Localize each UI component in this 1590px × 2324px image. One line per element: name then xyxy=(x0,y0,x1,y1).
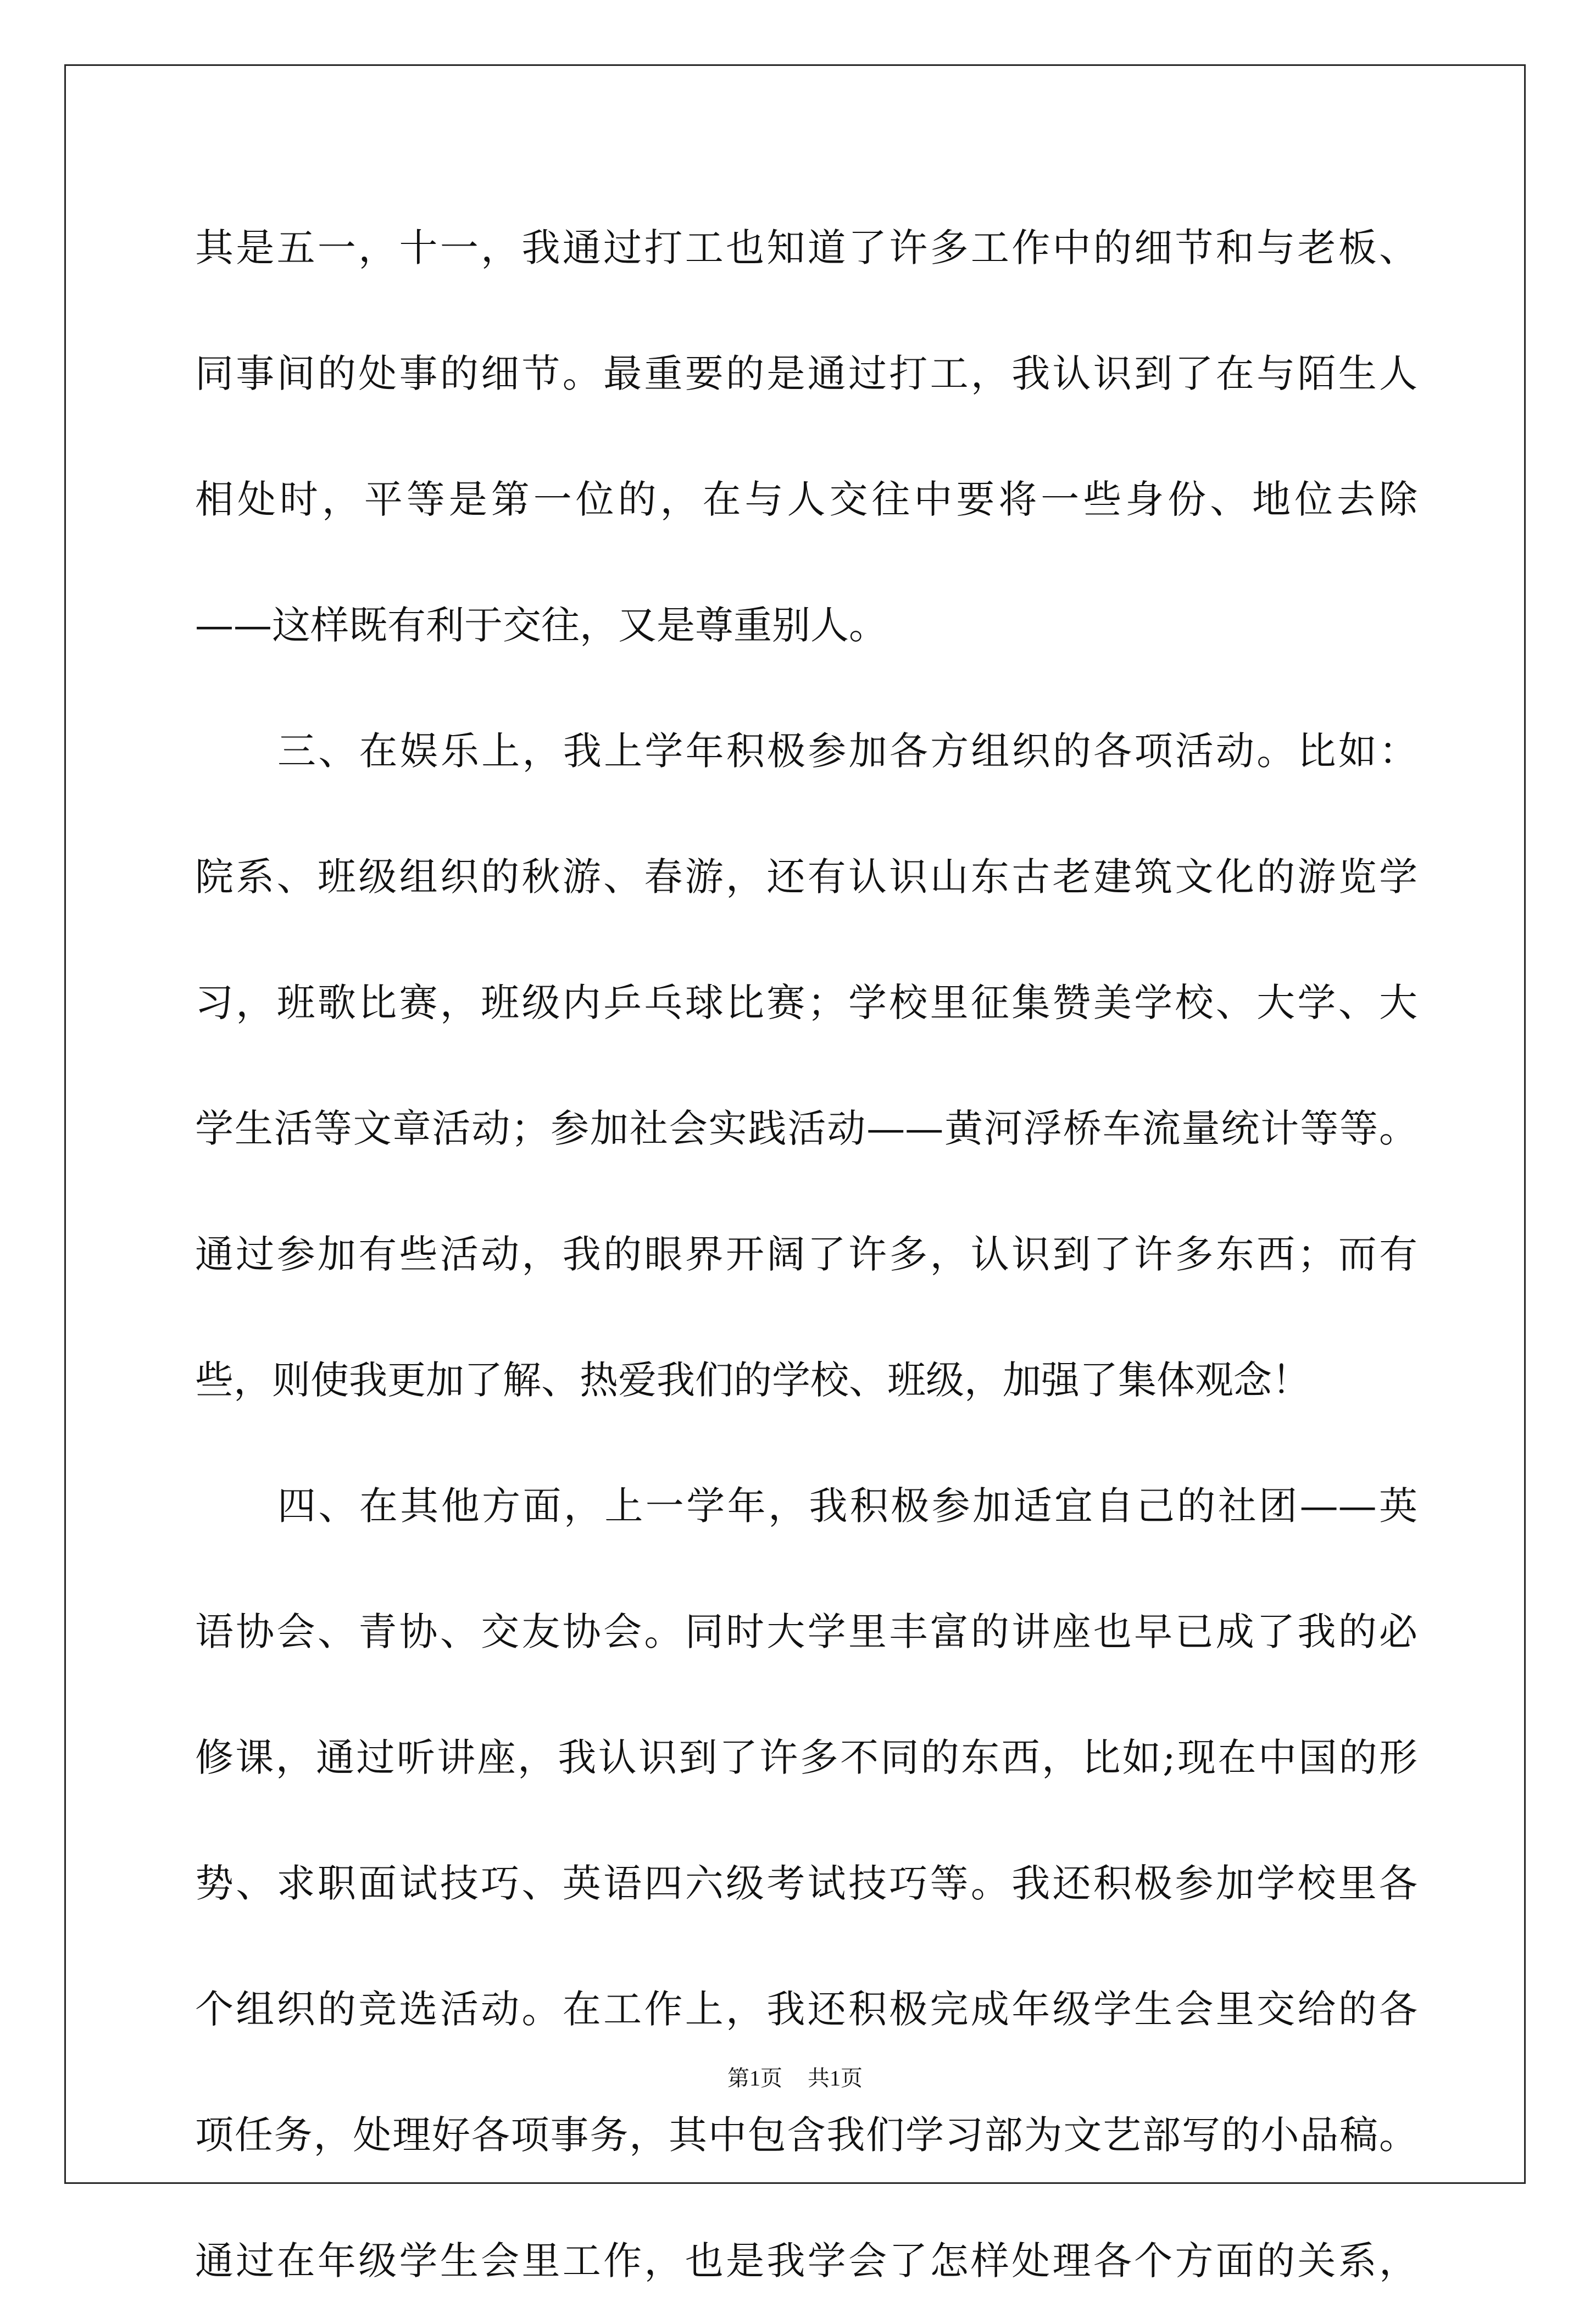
document-body xyxy=(195,185,1417,2324)
text-line: 院系、班级组织的秋游、春游，还有认识山东古老建筑文化的游览学 xyxy=(195,854,1417,899)
text-line: 学生活等文章活动；参加社会实践活动——黄河浮桥车流量统计等等。 xyxy=(195,1106,1417,1151)
text-line: 势、求职面试技巧、英语四六级考试技巧等。我还积极参加学校里各 xyxy=(195,1861,1417,1906)
text-line: 通过在年级学生会里工作，也是我学会了怎样处理各个方面的关系， xyxy=(195,2238,1417,2283)
page-total: 共1页 xyxy=(808,2066,863,2091)
text-line: 修课，通过听讲座，我认识到了许多不同的东西，比如;现在中国的形 xyxy=(195,1735,1417,1780)
text-line: 其是五一，十一，我通过打工也知道了许多工作中的细节和与老板、 xyxy=(195,225,1417,270)
page-number: 第1页 xyxy=(727,2066,782,2091)
text-line: 同事间的处事的细节。最重要的是通过打工，我认识到了在与陌生人 xyxy=(195,351,1417,396)
text-line: 些，则使我更加了解、热爱我们的学校、班级，加强了集体观念！ xyxy=(195,1358,1310,1403)
text-line: 个组织的竞选活动。在工作上，我还积极完成年级学生会里交给的各 xyxy=(195,1987,1417,2032)
text-line: 通过参加有些活动，我的眼界开阔了许多，认识到了许多东西；而有 xyxy=(195,1232,1417,1277)
text-line: 语协会、青协、交友协会。同时大学里丰富的讲座也早已成了我的必 xyxy=(195,1609,1417,1654)
paragraph-first-line: 三、在娱乐上，我上学年积极参加各方组织的各项活动。比如： xyxy=(277,729,1417,774)
text-line: ——这样既有利于交往，又是尊重别人。 xyxy=(195,603,887,648)
page-footer xyxy=(0,2065,1590,2092)
text-line: 习，班歌比赛，班级内乒乓球比赛；学校里征集赞美学校、大学、大 xyxy=(195,980,1417,1025)
text-line: 相处时，平等是第一位的，在与人交往中要将一些身份、地位去除 xyxy=(195,477,1417,522)
paragraph-first-line: 四、在其他方面，上一学年，我积极参加适宜自己的社团——英 xyxy=(277,1483,1417,1528)
text-line: 项任务，处理好各项事务，其中包含我们学习部为文艺部写的小品稿。 xyxy=(195,2112,1417,2158)
